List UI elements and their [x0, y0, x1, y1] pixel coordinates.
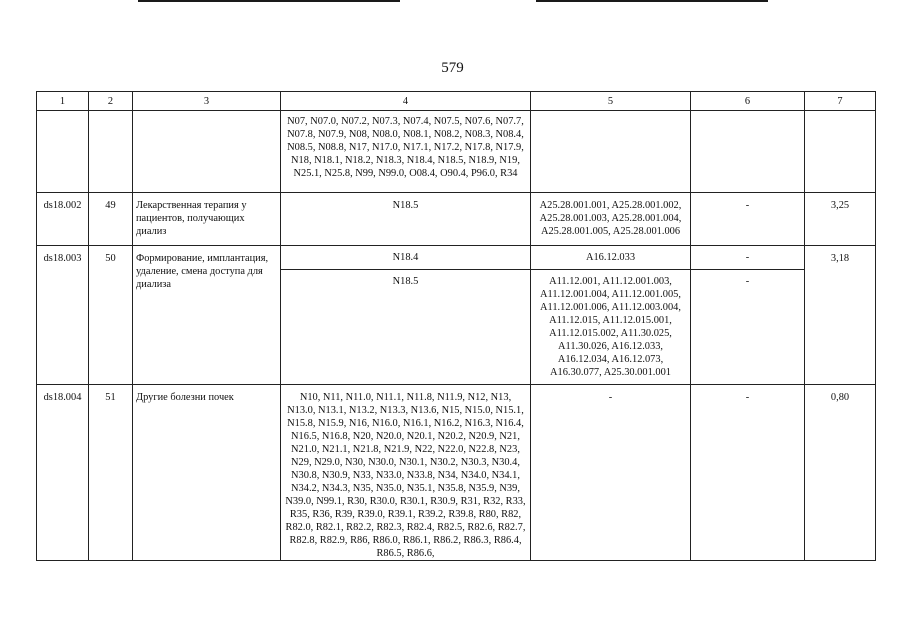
group-code: ds18.004 [37, 385, 89, 561]
diagnosis-codes: N07, N07.0, N07.2, N07.3, N07.4, N07.5, N07.6, N07.7, N07.8, N07.9, N08, N08.0, N08.1, N08.2, N08.3, N08.4, N08.5, N08.8, N17, N17.0, N17.1, N17.2, N17.8, N17.9, N18, N18.1, N18.2, N18.3, N18.4, N18.5, N18.9, N19, N25.1, N25.8, N99, N99.0, O08.4, O90.4, P96.0, R34 [281, 111, 531, 193]
column-6-value: - [691, 385, 805, 561]
scan-edge-mark [536, 0, 768, 2]
coefficient [805, 111, 876, 193]
table-row [37, 111, 876, 193]
group-code: ds18.002 [37, 193, 89, 246]
diagnosis-codes: N18.4 [281, 246, 531, 270]
table-row [37, 193, 876, 246]
group-name: Формирование, имплантация, удаление, смена доступа для диализа [133, 246, 281, 385]
scan-edge-mark [138, 0, 400, 2]
column-header: 2 [89, 92, 133, 111]
group-name [133, 111, 281, 193]
diagnosis-codes: N18.5 [281, 193, 531, 246]
service-codes: A25.28.001.001, A25.28.001.002, A25.28.001.003, A25.28.001.004, A25.28.001.005, A25.28.001.006 [531, 193, 691, 246]
group-name: Другие болезни почек [133, 385, 281, 561]
service-codes: A16.12.033 [531, 246, 691, 270]
diagnosis-codes: N18.5 [281, 270, 531, 385]
column-6-value: - [691, 246, 805, 270]
column-6-value [691, 111, 805, 193]
coefficient: 3,18 [805, 246, 876, 385]
tariff-table [36, 91, 876, 561]
header-row [37, 92, 876, 111]
group-code [37, 111, 89, 193]
column-header: 4 [281, 92, 531, 111]
group-number: 50 [89, 246, 133, 385]
column-6-value: - [691, 193, 805, 246]
column-header: 5 [531, 92, 691, 111]
service-codes: A11.12.001, A11.12.001.003, A11.12.001.004, A11.12.001.005, A11.12.001.006, A11.12.003.004, A11.12.015, A11.12.015.001, A11.12.015.002, A11.30.025, A11.30.026, A16.12.033, A16.12.034, A16.12.073, A16.30.077, A25.30.001.001 [531, 270, 691, 385]
column-6-value: - [691, 270, 805, 385]
diagnosis-codes: N10, N11, N11.0, N11.1, N11.8, N11.9, N12, N13, N13.0, N13.1, N13.2, N13.3, N13.6, N15, N15.0, N15.1, N15.8, N15.9, N16, N16.0, N16.1, N16.2, N16.3, N16.4, N16.5, N16.8, N20, N20.0, N20.1, N20.2, N20.9, N21, N21.0, N21.1, N21.8, N21.9, N22, N22.0, N22.8, N23, N29, N29.0, N30, N30.0, N30.1, N30.2, N30.3, N30.4, N30.8, N30.9, N33, N33.0, N33.8, N34, N34.0, N34.1, N34.2, N34.3, N35, N35.0, N35.1, N35.8, N35.9, N39, N39.0, N99.1, R30, R30.0, R30.1, R30.9, R31, R32, R33, R35, R36, R39, R39.0, R39.1, R39.2, R39.8, R80, R82, R82.0, R82.1, R82.2, R82.3, R82.4, R82.5, R82.6, R82.7, R82.8, R82.9, R86, R86.0, R86.1, R86.2, R86.3, R86.4, R86.5, R86.6, [281, 385, 531, 561]
group-code: ds18.003 [37, 246, 89, 385]
column-header: 7 [805, 92, 876, 111]
column-header: 3 [133, 92, 281, 111]
table-row [37, 385, 876, 561]
group-number: 51 [89, 385, 133, 561]
group-number: 49 [89, 193, 133, 246]
page-number: 579 [441, 60, 464, 76]
column-header: 1 [37, 92, 89, 111]
coefficient: 0,80 [805, 385, 876, 561]
column-header: 6 [691, 92, 805, 111]
group-name: Лекарственная терапия у пациентов, получающих диализ [133, 193, 281, 246]
service-codes: - [531, 385, 691, 561]
group-number [89, 111, 133, 193]
table-row [37, 246, 876, 270]
coefficient: 3,25 [805, 193, 876, 246]
service-codes [531, 111, 691, 193]
